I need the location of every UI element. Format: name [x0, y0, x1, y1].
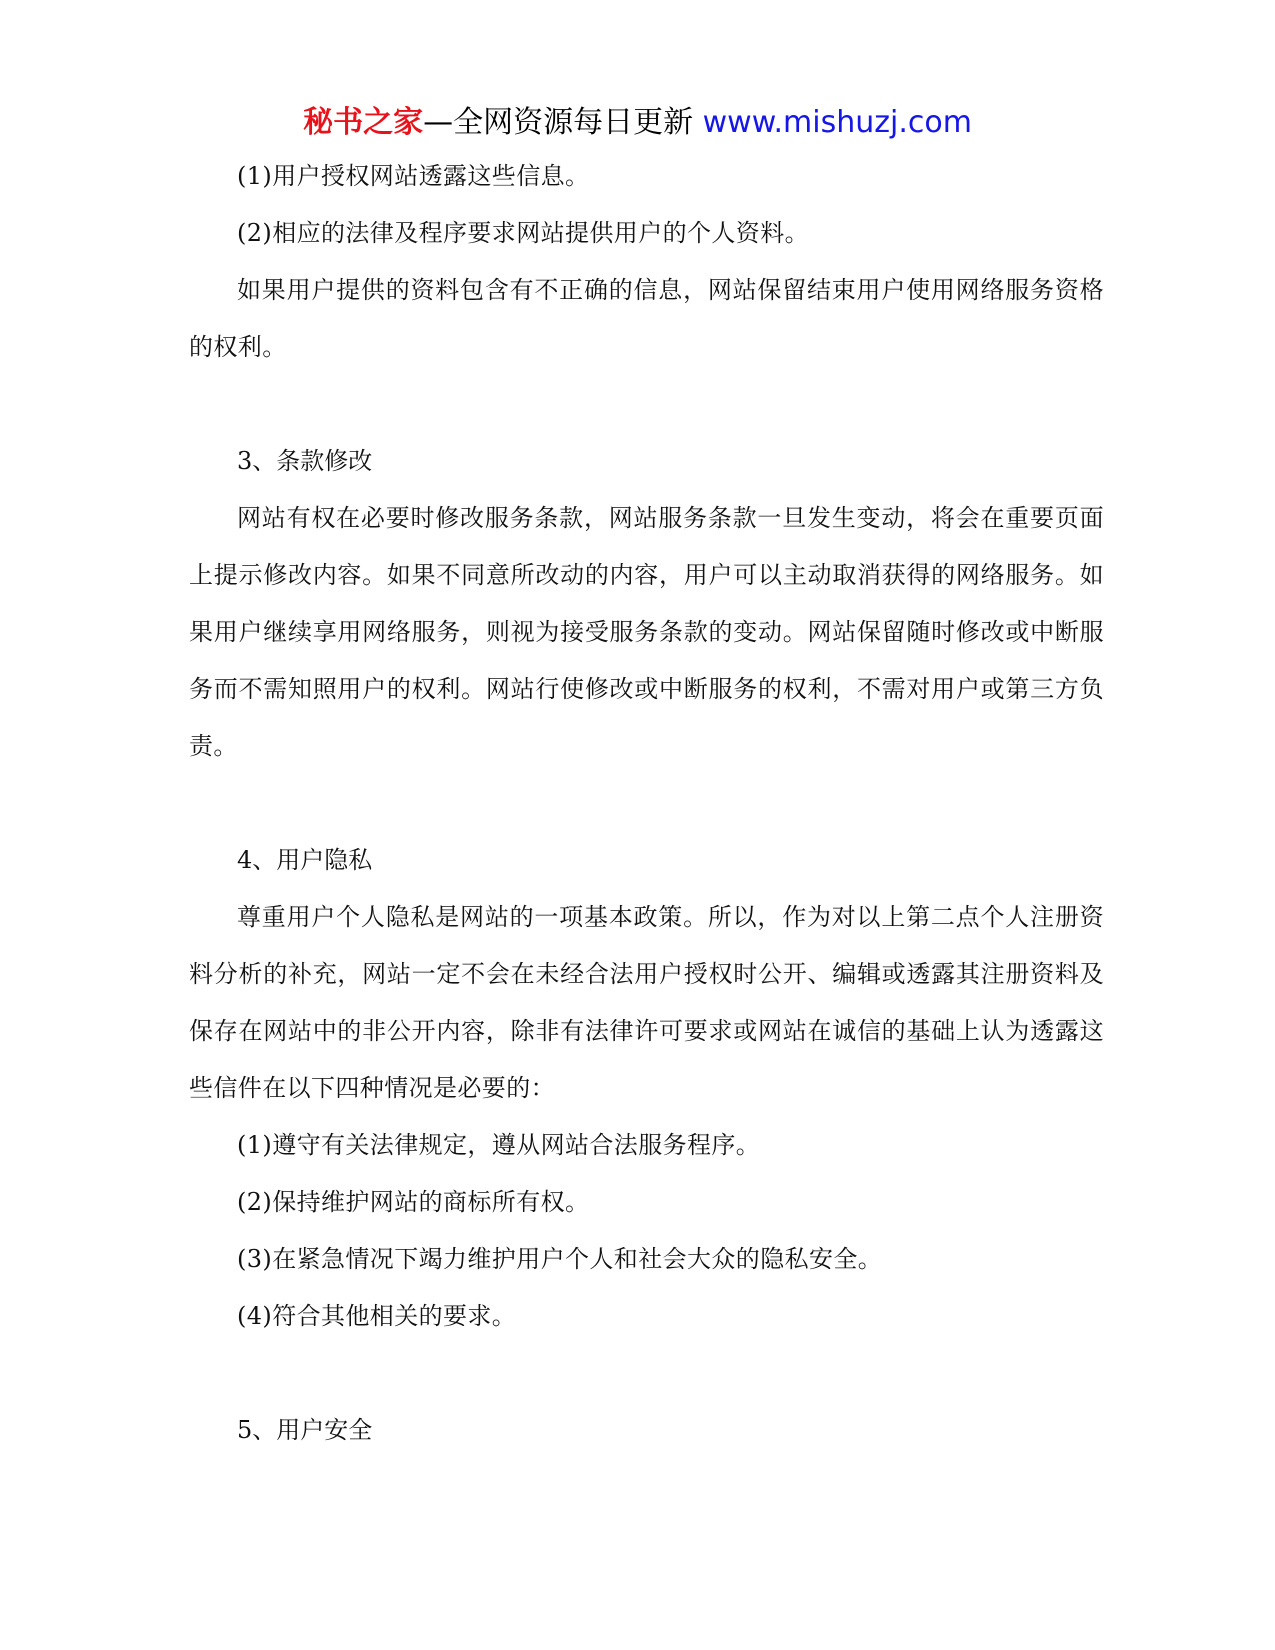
- list-item: (2)保持维护网站的商标所有权。: [237, 1188, 590, 1216]
- paragraph-user-privacy: 尊重用户个人隐私是网站的一项基本政策。所以，作为对以上第二点个人注册资料分析的补充，网站一定不会在未经合法用户授权时公开、编辑或透露其注册资料及保存在网站中的非公开内容，除非有法律许可要求或网站在诚信的基础上认为透露这些信件在以下四种情况是必要的：: [189, 903, 1104, 1102]
- section-heading-terms-modification: 3、条款修改: [237, 447, 373, 475]
- brand-name: 秘书之家: [303, 105, 424, 140]
- list-item: (1)遵守有关法律规定，遵从网站合法服务程序。: [237, 1131, 761, 1159]
- list-item: (3)在紧急情况下竭力维护用户个人和社会大众的隐私安全。: [237, 1245, 883, 1273]
- list-item: (4)符合其他相关的要求。: [237, 1302, 517, 1330]
- list-item: (2)相应的法律及程序要求网站提供用户的个人资料。: [237, 219, 809, 247]
- paragraph-gap: [189, 775, 1104, 832]
- document-body: [189, 148, 1104, 1459]
- paragraph-terms-modification: 网站有权在必要时修改服务条款，网站服务条款一旦发生变动，将会在重要页面上提示修改内容。如果不同意所改动的内容，用户可以主动取消获得的网络服务。如果用户继续享用网络服务，则视为接受服务条款的变动。网站保留随时修改或中断服务而不需知照用户的权利。网站行使修改或中断服务的权利，不需对用户或第三方负责。: [189, 504, 1104, 760]
- header-tagline: —全网资源每日更新: [423, 105, 694, 140]
- site-url-link[interactable]: www.mishuzj.com: [702, 105, 972, 140]
- section-heading-user-privacy: 4、用户隐私: [237, 846, 373, 874]
- paragraph-gap: [189, 376, 1104, 433]
- paragraph-gap: [189, 1345, 1104, 1402]
- page-header: [0, 103, 1275, 143]
- list-item: (1)用户授权网站透露这些信息。: [237, 162, 590, 190]
- paragraph-incorrect-info: 如果用户提供的资料包含有不正确的信息，网站保留结束用户使用网络服务资格的权利。: [189, 276, 1104, 361]
- section-heading-user-security: 5、用户安全: [237, 1416, 373, 1444]
